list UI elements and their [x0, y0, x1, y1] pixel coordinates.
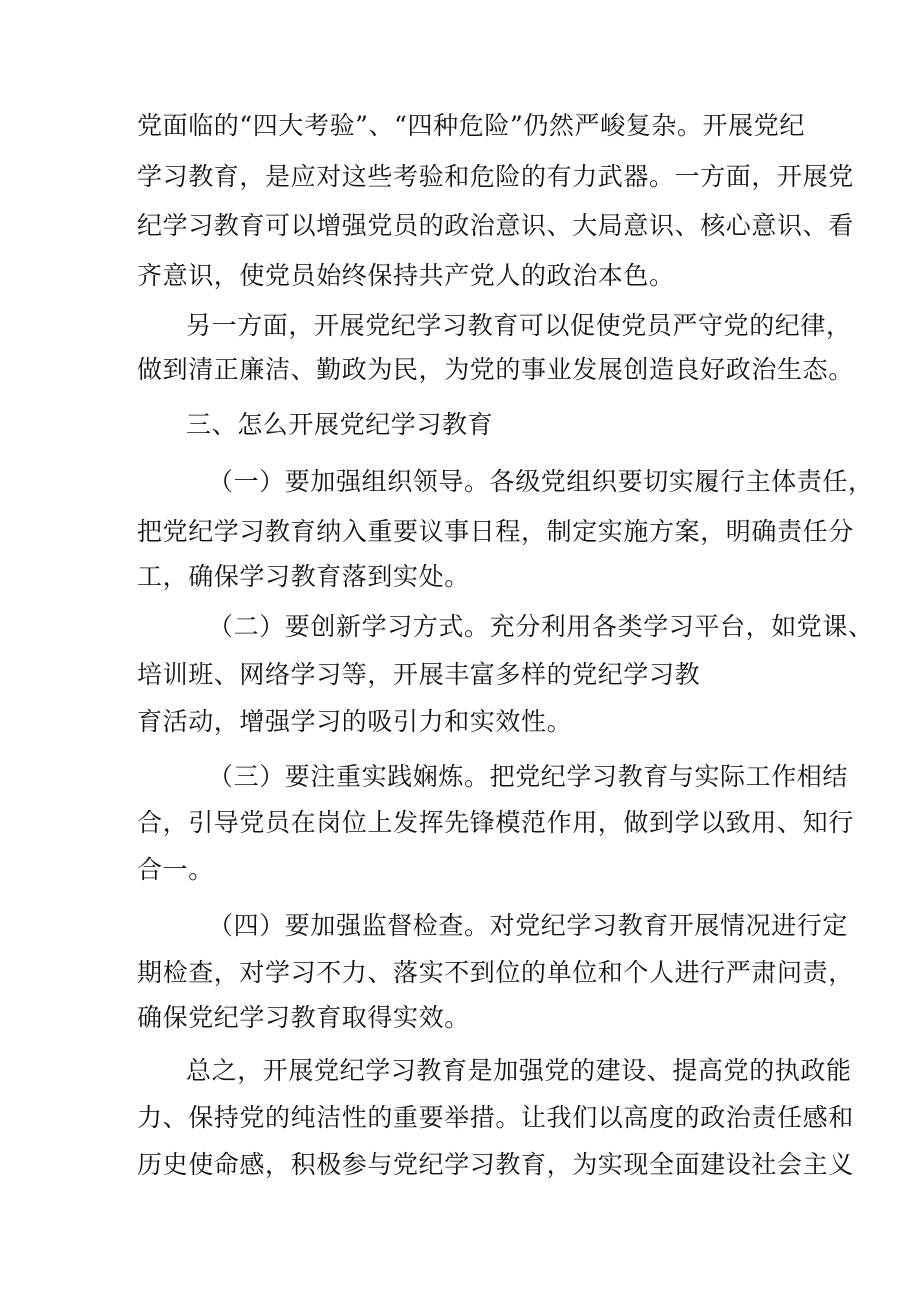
- text-line: 力、保持党的纯洁性的重要举措。让我们以高度的政治责任感和: [137, 1103, 854, 1132]
- text-line: （三）要注重实践娴炼。把党纪学习教育与实际工作相结: [208, 762, 849, 791]
- text-line: 齐意识，使党员始终保持共产党人的政治本色。: [137, 261, 675, 290]
- text-line: 总之，开展党纪学习教育是加强党的建设、提高党的执政能: [186, 1056, 852, 1085]
- text-line: 合，引导党员在岗位上发挥先锋模范作用，做到学以致用、知行: [137, 808, 854, 837]
- text-line: （四）要加强监督检查。对党纪学习教育开展情况进行定: [208, 911, 849, 940]
- text-line: 纪学习教育可以增强党员的政治意识、大局意识、核心意识、看: [137, 211, 854, 240]
- text-line: 确保党纪学习教育取得实效。: [137, 1003, 470, 1032]
- text-line: 培训班、网络学习等，开展丰富多样的党纪学习教: [137, 660, 701, 689]
- text-line: （二）要创新学习方式。充分利用各类学习平台，如党课、: [208, 612, 874, 641]
- text-line: 做到清正廉洁、勤政为民，为党的事业发展创造良好政治生态。: [137, 355, 854, 384]
- text-line: 学习教育，是应对这些考验和危险的有力武器。一方面，开展党: [137, 162, 854, 191]
- text-line: 育活动，增强学习的吸引力和实效性。: [137, 707, 573, 736]
- text-line: 历史使命感，积极参与党纪学习教育，为实现全面建设社会主义: [137, 1150, 854, 1179]
- section-heading: 三、怎么开展党纪学习教育: [186, 410, 494, 439]
- text-line: 把党纪学习教育纳入重要议事日程，制定实施方案，明确责任分: [137, 517, 854, 546]
- text-line: 党面临的“四大考验”、“四种危险”仍然严峻复杂。开展党纪: [137, 111, 805, 140]
- text-line: 期检查，对学习不力、落实不到位的单位和个人进行严肃问责，: [137, 958, 854, 987]
- text-line: 另一方面，开展党纪学习教育可以促使党员严守党的纪律，: [186, 311, 852, 340]
- text-line: （一）要加强组织领导。各级党组织要切实履行主体责任，: [208, 467, 874, 496]
- text-line: 合一。: [137, 855, 214, 884]
- text-line: 工，确保学习教育落到实处。: [137, 562, 470, 591]
